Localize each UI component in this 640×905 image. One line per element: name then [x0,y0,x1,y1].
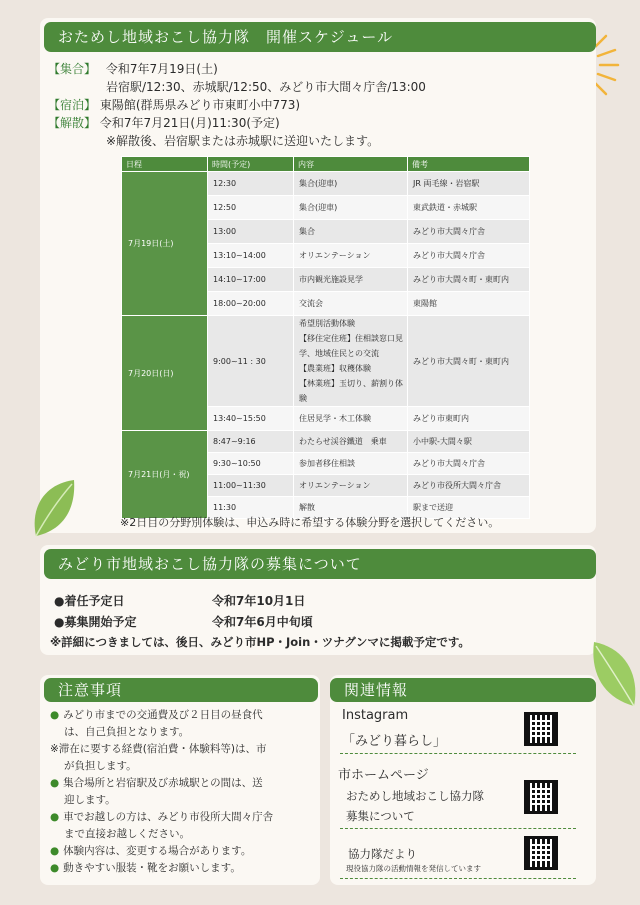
table-cell: 小中駅-大間々駅 [408,431,530,453]
homepage-line2: 募集について [346,809,415,823]
dismiss-label: 【解散】 [48,116,97,130]
instagram-name: 「みどり暮らし」 [342,734,447,749]
col-header-content: 内容 [294,157,408,172]
table-cell: みどり市大間々庁舎 [408,220,530,244]
open-value: 令和7年6月中旬頃 [212,615,313,629]
table-cell: みどり市大間々庁舎 [408,453,530,475]
bullet-icon: ● [50,862,60,874]
stay-row [48,96,300,113]
bullet-icon: ● [50,777,60,789]
table-cell: みどり市役所大間々庁舎 [408,475,530,497]
news-sub: 現役協力隊の活動情報を発信しています [346,864,481,873]
table-cell: わたらせ渓谷鐵道 乗車 [294,431,408,453]
notice-text: 車でお越しの方は、みどり市役所大間々庁舎 [63,811,274,823]
start-label: ●着任予定日 [54,594,125,608]
notice-text: は、自己負担となります。 [64,726,190,738]
table-cell: 12:30 [208,172,294,196]
table-cell: JR 両毛線・岩宿駅 [408,172,530,196]
table-cell: 18:00~20:00 [208,292,294,316]
homepage-qr-icon[interactable] [524,780,558,814]
table-cell: オリエンテーション [294,244,408,268]
table-cell: 集合(迎車) [294,196,408,220]
table-cell: 東陽館 [408,292,530,316]
table-cell: 住居見学・木工体験 [294,407,408,431]
table-cell: 11:30 [208,497,294,519]
homepage-line1: おためし地域おこし協力隊 [346,789,484,803]
table-cell: 11:00~11:30 [208,475,294,497]
notice-text: 迎します。 [64,794,116,806]
day1-cell: 7月19日(土) [122,172,208,316]
notice-title: 注意事項 [44,678,318,702]
table-cell: 14:10~17:00 [208,268,294,292]
related-title: 関連情報 [330,678,596,702]
meet-places: 岩宿駅/12:30、赤城駅/12:50、みどり市大間々庁舎/13:00 [106,80,426,94]
stay-value: 東陽館(群馬県みどり市東町小中773) [99,98,301,112]
notice-text: 体験内容は、変更する場合があります。 [63,845,252,857]
notice-text: ※滞在に要する経費(宿泊費・体験料等)は、市 [50,743,267,755]
col-header-date: 日程 [122,157,208,172]
table-cell: みどり市大間々町・東町内 [408,268,530,292]
open-label: ●募集開始予定 [54,615,137,629]
dismiss-value: 令和7年7月21日(月)11:30(予定) [99,116,280,130]
notice-text: 動きやすい服装・靴をお願いします。 [63,862,241,874]
bullet-icon: ● [50,811,60,823]
meet-row [48,60,218,77]
schedule-title: おためし地域おこし協力隊 開催スケジュール [44,22,596,52]
content-line: 【移住定住班】住相談窓口見 [299,334,403,343]
content-line: 【農業班】収穫体験 [299,364,371,373]
table-cell: 12:50 [208,196,294,220]
table-cell: みどり市大間々庁舎 [408,244,530,268]
table-cell: 9:30~10:50 [208,453,294,475]
content-line: 希望別活動体験 [299,319,355,328]
notice-text: が負担します。 [64,760,137,772]
dismiss-note: ※解散後、岩宿駅または赤城駅に送迎いたします。 [106,134,380,148]
table-cell: オリエンテーション [294,475,408,497]
table-cell: 東武鉄道・赤城駅 [408,196,530,220]
schedule-footnote: ※2日目の分野別体験は、申込み時に希望する体験分野を選択してください。 [120,516,500,529]
instagram-label: Instagram [342,708,409,723]
start-value: 令和7年10月1日 [212,594,306,608]
instagram-qr-icon[interactable] [524,712,558,746]
day2-cell: 7月20日(日) [122,316,208,431]
bullet-icon: ● [50,709,60,721]
table-cell: 集合(迎車) [294,172,408,196]
table-cell: 13:40~15:50 [208,407,294,431]
recruit-title: みどり市地域おこし協力隊の募集について [44,549,596,579]
col-header-note: 備考 [408,157,530,172]
dismiss-row [48,114,280,131]
notice-item [50,707,310,877]
divider [340,828,576,829]
meet-date: 令和7年7月19日(土) [105,62,218,76]
table-cell: 参加者移住相談 [294,453,408,475]
stay-label: 【宿泊】 [48,98,97,112]
col-header-time: 時間(予定) [208,157,294,172]
notice-text: 集合場所と岩宿駅及び赤城駅との間は、送 [63,777,263,789]
table-cell: 市内観光施設見学 [294,268,408,292]
news-label: 協力隊だより [348,847,417,861]
meet-label: 【集合】 [48,62,97,76]
leaf-decoration-icon [30,478,78,540]
table-cell: 13:10~14:00 [208,244,294,268]
table-cell: みどり市東町内 [408,407,530,431]
content-line: 学、地域住民との交流 [299,349,379,358]
divider [340,878,576,879]
table-cell: 解散 [294,497,408,519]
table-cell: 8:47~9:16 [208,431,294,453]
news-qr-icon[interactable] [524,836,558,870]
table-cell: みどり市大間々町・東町内 [408,316,530,407]
day3-cell: 7月21日(月・祝) [122,431,208,519]
table-cell: 9:00~11 : 30 [208,316,294,407]
homepage-label: 市ホームページ [338,768,429,783]
table-cell: 13:00 [208,220,294,244]
table-cell: 駅まで送迎 [408,497,530,519]
table-cell: 集合 [294,220,408,244]
notice-text: まで直接お越しください。 [64,828,190,840]
schedule-table [121,156,530,519]
table-cell-multiline [294,316,408,407]
notice-text: みどり市までの交通費及び２日目の昼食代 [63,709,263,721]
content-line: 【林業班】玉切り、薪割り体験 [299,379,403,403]
divider [340,753,576,754]
bullet-icon: ● [50,845,60,857]
recruit-note: ※詳細につきましては、後日、みどり市HP・Join・ツナグンマに掲載予定です。 [50,635,470,649]
table-cell: 交流会 [294,292,408,316]
